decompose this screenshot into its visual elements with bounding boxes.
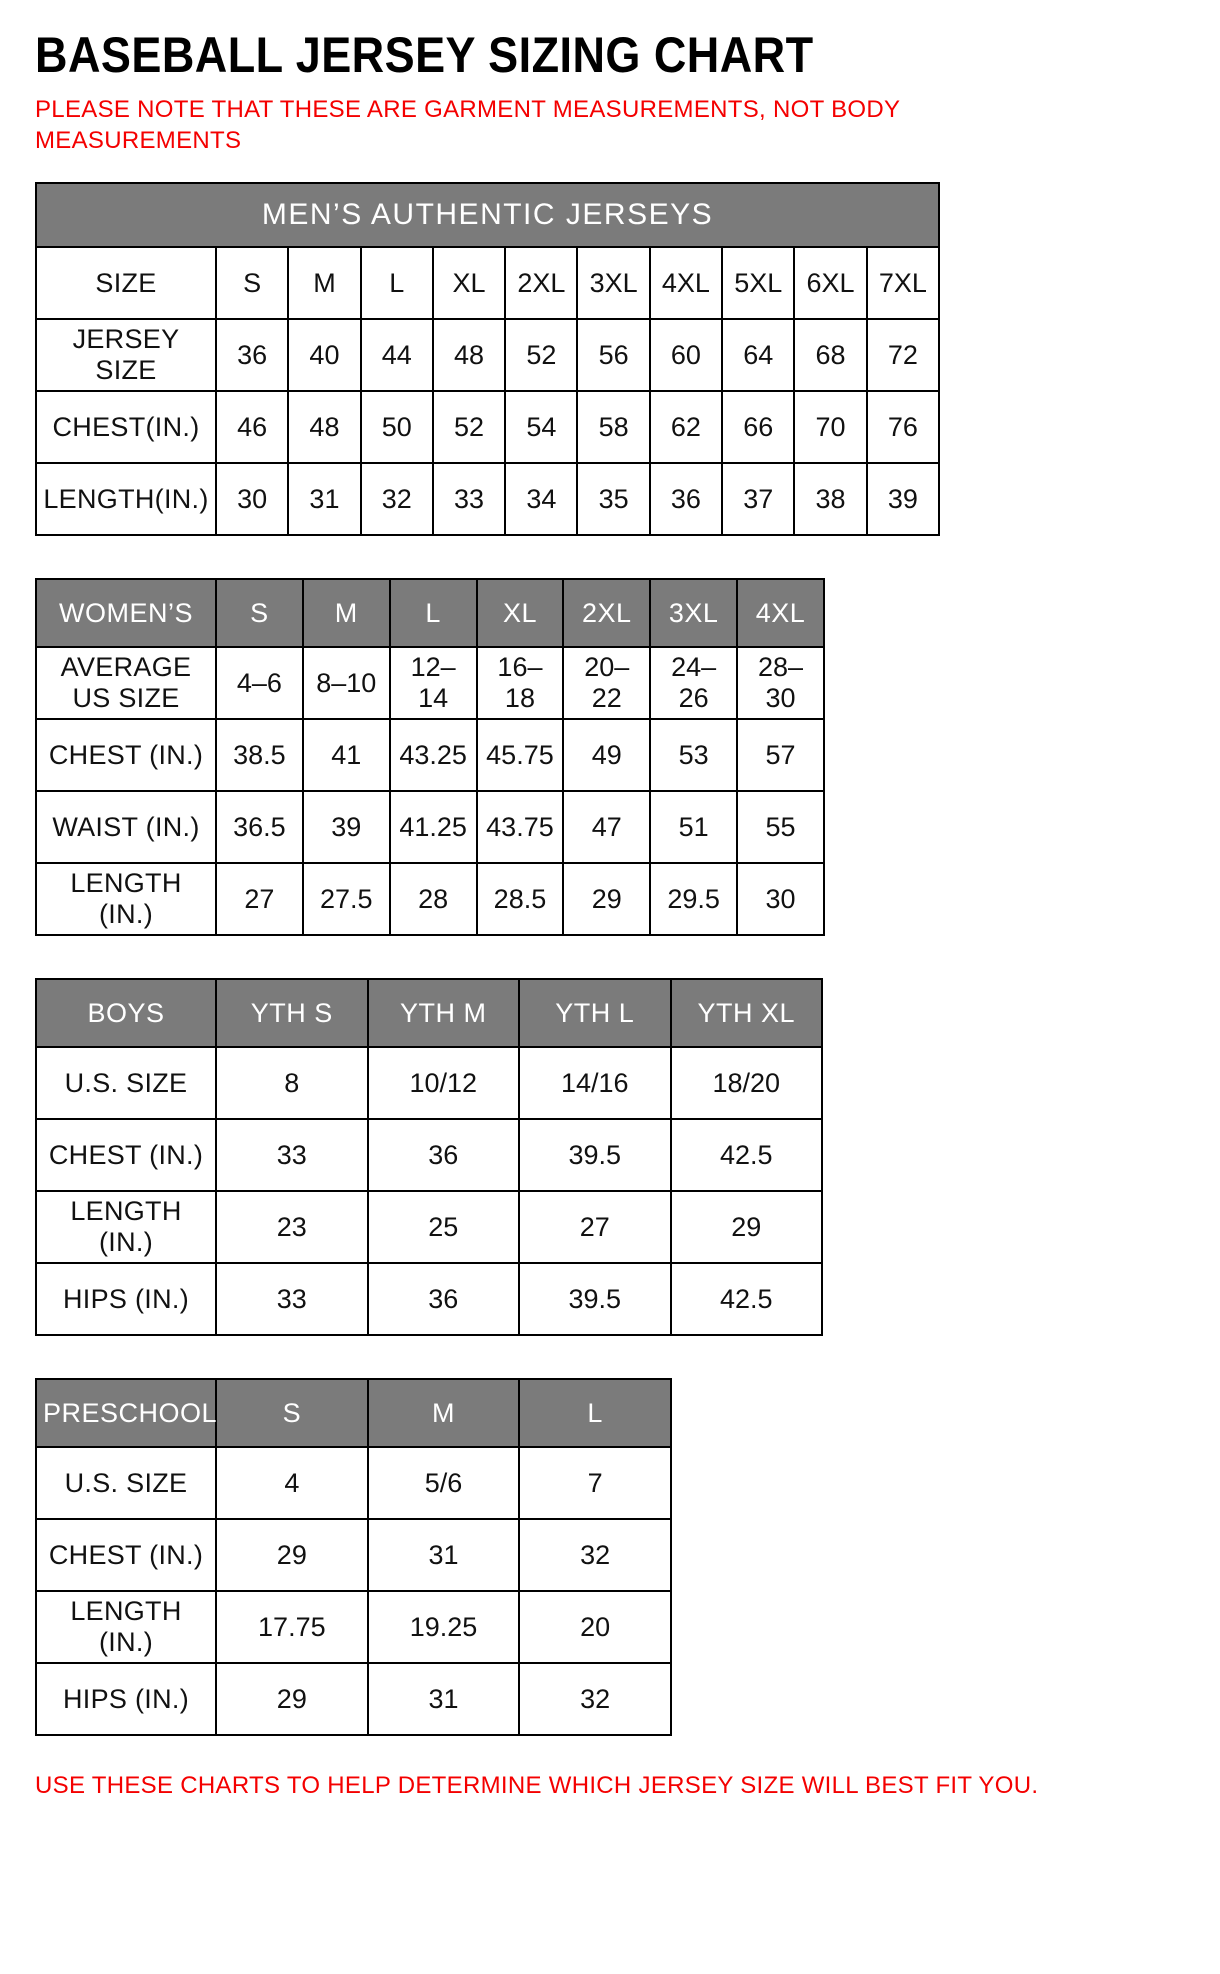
value-cell: 76 [867, 391, 939, 463]
row-label-cell: BOYS [36, 979, 216, 1047]
value-cell: 36 [216, 319, 288, 391]
value-cell: 42.5 [671, 1119, 823, 1191]
value-cell: 32 [519, 1519, 671, 1591]
value-cell: 54 [505, 391, 577, 463]
row-label-cell: HIPS (IN.) [36, 1663, 216, 1735]
row-label-cell: LENGTH (IN.) [36, 1591, 216, 1663]
row-label-cell: CHEST (IN.) [36, 1519, 216, 1591]
table-row [36, 1447, 671, 1519]
row-label-cell: U.S. SIZE [36, 1047, 216, 1119]
value-cell: 62 [650, 391, 722, 463]
value-cell: 32 [519, 1663, 671, 1735]
row-label-cell: SIZE [36, 247, 216, 319]
row-label-cell: HIPS (IN.) [36, 1263, 216, 1335]
womens-jerseys-table [35, 578, 825, 936]
value-cell: 64 [722, 319, 794, 391]
row-label-cell: JERSEY SIZE [36, 319, 216, 391]
size-header-cell: YTH XL [671, 979, 823, 1047]
value-cell: 32 [361, 463, 433, 535]
size-header-cell: M [368, 1379, 520, 1447]
value-cell: 29 [216, 1519, 368, 1591]
womens-sizing-table-container [35, 578, 1185, 936]
preschool-sizing-table-container [35, 1378, 1185, 1736]
value-cell: 57 [737, 719, 824, 791]
size-header-cell: L [390, 579, 477, 647]
size-header-cell: YTH M [368, 979, 520, 1047]
value-cell: 47 [563, 791, 650, 863]
value-cell: 3XL [577, 247, 649, 319]
value-cell: 39.5 [519, 1119, 671, 1191]
value-cell: 29.5 [650, 863, 737, 935]
table-row [36, 647, 824, 719]
value-cell: 33 [433, 463, 505, 535]
value-cell: 30 [737, 863, 824, 935]
size-header-cell: S [216, 579, 303, 647]
size-header-cell: YTH L [519, 979, 671, 1047]
value-cell: 33 [216, 1263, 368, 1335]
mens-sizing-table-container [35, 182, 1185, 536]
value-cell: 28.5 [477, 863, 564, 935]
value-cell: 70 [794, 391, 866, 463]
size-header-cell: M [303, 579, 390, 647]
value-cell: 33 [216, 1119, 368, 1191]
value-cell: 23 [216, 1191, 368, 1263]
value-cell: 6XL [794, 247, 866, 319]
value-cell: M [288, 247, 360, 319]
footer-note: USE THESE CHARTS TO HELP DETERMINE WHICH JERSEY SIZE WILL BEST FIT YOU. [35, 1772, 1039, 1800]
size-header-cell: L [519, 1379, 671, 1447]
table-row [36, 247, 939, 319]
boys-jerseys-table [35, 978, 823, 1336]
value-cell: 14/16 [519, 1047, 671, 1119]
boys-sizing-table-container [35, 978, 1185, 1336]
table-row [36, 1591, 671, 1663]
table-banner: MEN’S AUTHENTIC JERSEYS [36, 183, 939, 247]
value-cell: 20–22 [563, 647, 650, 719]
value-cell: 31 [368, 1519, 520, 1591]
value-cell: 12–14 [390, 647, 477, 719]
row-label-cell: WAIST (IN.) [36, 791, 216, 863]
table-row [36, 979, 822, 1047]
table-row [36, 1263, 822, 1335]
value-cell: 39 [867, 463, 939, 535]
value-cell: 52 [505, 319, 577, 391]
value-cell: 18/20 [671, 1047, 823, 1119]
table-row [36, 319, 939, 391]
value-cell: 19.25 [368, 1591, 520, 1663]
value-cell: 8–10 [303, 647, 390, 719]
size-header-cell: YTH S [216, 979, 368, 1047]
value-cell: 48 [288, 391, 360, 463]
value-cell: 43.25 [390, 719, 477, 791]
value-cell: 4XL [650, 247, 722, 319]
table-row [36, 1663, 671, 1735]
size-header-cell: 3XL [650, 579, 737, 647]
value-cell: 37 [722, 463, 794, 535]
table-row [36, 579, 824, 647]
table-row [36, 1119, 822, 1191]
table-row [36, 1519, 671, 1591]
value-cell: 52 [433, 391, 505, 463]
value-cell: 51 [650, 791, 737, 863]
value-cell: 38.5 [216, 719, 303, 791]
value-cell: 53 [650, 719, 737, 791]
row-label-cell: CHEST (IN.) [36, 719, 216, 791]
value-cell: 29 [563, 863, 650, 935]
value-cell: 20 [519, 1591, 671, 1663]
value-cell: 66 [722, 391, 794, 463]
value-cell: 49 [563, 719, 650, 791]
table-row [36, 463, 939, 535]
value-cell: XL [433, 247, 505, 319]
value-cell: 45.75 [477, 719, 564, 791]
value-cell: 17.75 [216, 1591, 368, 1663]
value-cell: 29 [671, 1191, 823, 1263]
value-cell: 28 [390, 863, 477, 935]
mens-authentic-jerseys-table [35, 182, 940, 536]
table-row [36, 719, 824, 791]
row-label-cell: LENGTH(IN.) [36, 463, 216, 535]
size-header-cell: XL [477, 579, 564, 647]
value-cell: 42.5 [671, 1263, 823, 1335]
row-label-cell: CHEST(IN.) [36, 391, 216, 463]
value-cell: 36 [650, 463, 722, 535]
value-cell: L [361, 247, 433, 319]
value-cell: 55 [737, 791, 824, 863]
value-cell: 58 [577, 391, 649, 463]
value-cell: 5/6 [368, 1447, 520, 1519]
table-row [36, 1047, 822, 1119]
value-cell: 27 [519, 1191, 671, 1263]
table-banner-row [36, 183, 939, 247]
value-cell: 36 [368, 1119, 520, 1191]
value-cell: 41.25 [390, 791, 477, 863]
value-cell: 7 [519, 1447, 671, 1519]
value-cell: 30 [216, 463, 288, 535]
row-label-cell: CHEST (IN.) [36, 1119, 216, 1191]
value-cell: 43.75 [477, 791, 564, 863]
value-cell: 56 [577, 319, 649, 391]
row-label-cell: WOMEN’S [36, 579, 216, 647]
row-label-cell: PRESCHOOL [36, 1379, 216, 1447]
value-cell: 40 [288, 319, 360, 391]
value-cell: 39 [303, 791, 390, 863]
value-cell: 27.5 [303, 863, 390, 935]
value-cell: 27 [216, 863, 303, 935]
value-cell: 38 [794, 463, 866, 535]
value-cell: 35 [577, 463, 649, 535]
value-cell: 60 [650, 319, 722, 391]
value-cell: 36.5 [216, 791, 303, 863]
table-row [36, 791, 824, 863]
value-cell: 41 [303, 719, 390, 791]
page-title: BASEBALL JERSEY SIZING CHART [35, 27, 814, 83]
row-label-cell: AVERAGE US SIZE [36, 647, 216, 719]
value-cell: 46 [216, 391, 288, 463]
table-row [36, 1191, 822, 1263]
value-cell: 10/12 [368, 1047, 520, 1119]
value-cell: 34 [505, 463, 577, 535]
table-row [36, 1379, 671, 1447]
value-cell: 8 [216, 1047, 368, 1119]
preschool-jerseys-table [35, 1378, 672, 1736]
value-cell: 4 [216, 1447, 368, 1519]
value-cell: 31 [368, 1663, 520, 1735]
value-cell: 5XL [722, 247, 794, 319]
value-cell: 4–6 [216, 647, 303, 719]
value-cell: 68 [794, 319, 866, 391]
row-label-cell: U.S. SIZE [36, 1447, 216, 1519]
size-header-cell: S [216, 1379, 368, 1447]
value-cell: 36 [368, 1263, 520, 1335]
value-cell: 50 [361, 391, 433, 463]
row-label-cell: LENGTH (IN.) [36, 1191, 216, 1263]
value-cell: 25 [368, 1191, 520, 1263]
value-cell: 31 [288, 463, 360, 535]
value-cell: 28–30 [737, 647, 824, 719]
value-cell: 39.5 [519, 1263, 671, 1335]
table-row [36, 863, 824, 935]
size-header-cell: 2XL [563, 579, 650, 647]
garment-measurement-note: PLEASE NOTE THAT THESE ARE GARMENT MEASUREMENTS, NOT BODY MEASUREMENTS [35, 96, 900, 155]
value-cell: 72 [867, 319, 939, 391]
value-cell: 2XL [505, 247, 577, 319]
value-cell: 16–18 [477, 647, 564, 719]
table-row [36, 391, 939, 463]
value-cell: 44 [361, 319, 433, 391]
value-cell: S [216, 247, 288, 319]
row-label-cell: LENGTH (IN.) [36, 863, 216, 935]
value-cell: 24–26 [650, 647, 737, 719]
value-cell: 7XL [867, 247, 939, 319]
size-header-cell: 4XL [737, 579, 824, 647]
value-cell: 29 [216, 1663, 368, 1735]
value-cell: 48 [433, 319, 505, 391]
